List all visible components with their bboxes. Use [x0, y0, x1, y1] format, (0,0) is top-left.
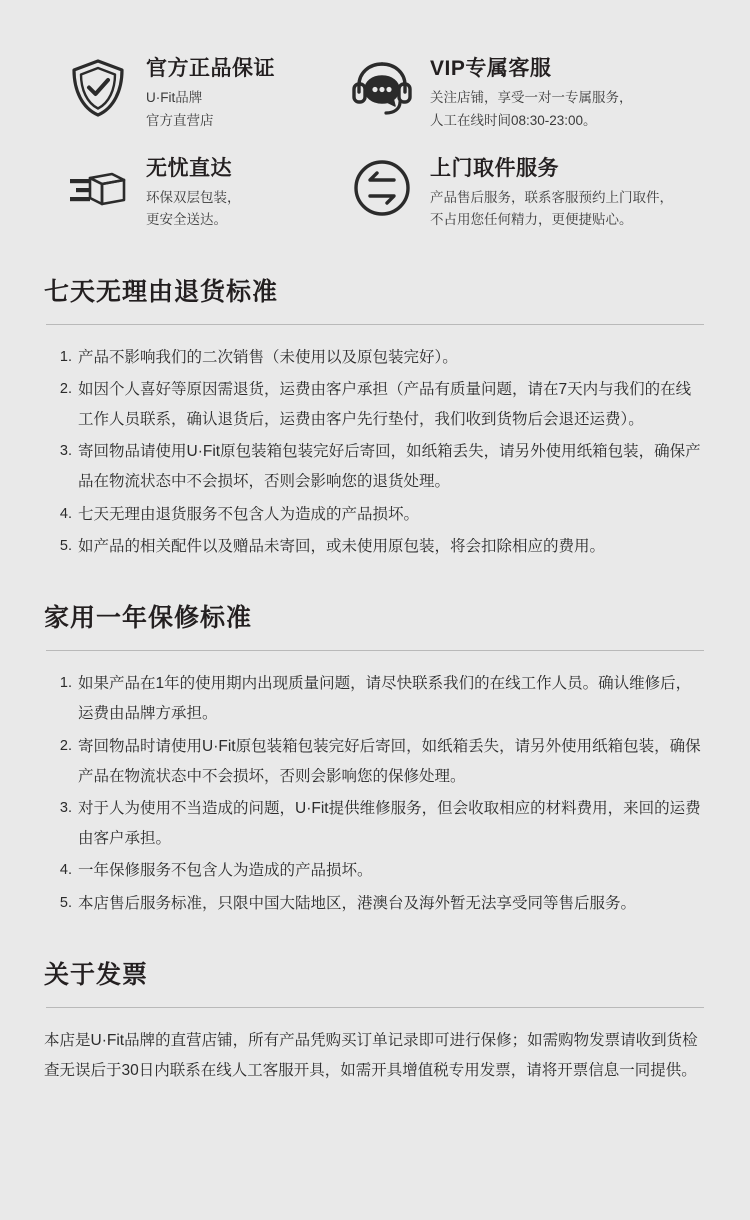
section-invoice [0, 955, 750, 1086]
list-item: 寄回物品请使用U·Fit原包装箱包装完好后寄回，如纸箱丢失，请另外使用纸箱包装，确保产品在物流状态中不会损坏，否则会影响您的退货处理。 [78, 443, 701, 491]
feature-desc-line: 人工在线时间08:30-23:00。 [430, 112, 597, 128]
list-item: 七天无理由退货服务不包含人为造成的产品损坏。 [78, 505, 420, 523]
list-item: 如果产品在1年的使用期内出现质量问题，请尽快联系我们的在线工作人员。确认维修后，运费由品牌方承担。 [78, 675, 692, 723]
top-spacer [0, 0, 750, 36]
section-title: 关于发票 [44, 960, 149, 989]
feature-desc-line: 产品售后服务，联系客服预约上门取件， [430, 190, 673, 206]
warranty-policy-list [44, 669, 706, 919]
headset-chat-icon [350, 56, 414, 120]
feature-desc-line: 环保双层包装， [146, 190, 241, 206]
feature-desc [146, 187, 241, 232]
feature-official-guarantee [40, 54, 350, 132]
section-seven-day-return [0, 272, 750, 563]
feature-desc [430, 187, 673, 232]
return-policy-list [44, 343, 706, 563]
list-item: 本店售后服务标准，只限中国大陆地区，港澳台及海外暂无法享受同等售后服务。 [78, 894, 637, 912]
feature-desc-line: 更安全送达。 [146, 212, 227, 228]
feature-desc-line: U·Fit品牌 [146, 90, 203, 106]
divider [46, 650, 704, 651]
feature-worry-free-delivery [40, 154, 350, 232]
feature-text [146, 54, 275, 132]
spacer [0, 921, 750, 955]
package-box-icon [66, 156, 130, 220]
list-item: 寄回物品时请使用U·Fit原包装箱包装完好后寄回，如纸箱丢失，请另外使用纸箱包装，确保产品在物流状态中不会损坏，否则会影响您的保修处理。 [78, 737, 701, 785]
divider [46, 324, 704, 325]
feature-desc [430, 87, 633, 132]
feature-desc-line: 官方直营店 [146, 112, 214, 128]
feature-badges [0, 36, 750, 232]
list-item: 如因个人喜好等原因需退货，运费由客户承担（产品有质量问题，请在7天内与我们的在线工作人员联系，确认退货后，运费由客户先行垫付，我们收到货物后会退还运费）。 [78, 380, 692, 428]
feature-text [146, 154, 241, 232]
feature-desc-line: 不占用您任何精力，更便捷贴心。 [430, 212, 633, 228]
exchange-arrows-icon [350, 156, 414, 220]
feature-text [430, 154, 673, 232]
list-item: 如产品的相关配件以及赠品未寄回，或未使用原包装，将会扣除相应的费用。 [78, 537, 606, 555]
feature-row-1 [40, 54, 710, 132]
section-title: 七天无理由退货标准 [44, 277, 279, 306]
spacer [0, 564, 750, 598]
divider [46, 1007, 704, 1008]
feature-title: 上门取件服务 [430, 156, 559, 180]
feature-pickup-service [350, 154, 710, 232]
section-title: 家用一年保修标准 [44, 604, 253, 633]
list-item: 一年保修服务不包含人为造成的产品损坏。 [78, 862, 373, 880]
feature-vip-service [350, 54, 710, 132]
section-one-year-warranty [0, 598, 750, 919]
feature-title: 官方正品保证 [146, 57, 275, 80]
feature-desc [146, 87, 275, 132]
feature-title: 无忧直达 [146, 156, 232, 180]
shield-check-icon [66, 56, 130, 120]
feature-desc-line: 关注店铺，享受一对一专属服务， [430, 90, 633, 106]
feature-text [430, 54, 633, 132]
invoice-paragraph: 本店是U·Fit品牌的直营店铺，所有产品凭购买订单记录即可进行保修；如需购物发票请收到货检查无误后于30日内联系在线人工客服开具，如需开具增值税专用发票，请将开票信息一同提供。 [44, 1031, 698, 1080]
feature-title: VIP专属客服 [430, 57, 552, 80]
list-item: 对于人为使用不当造成的问题，U·Fit提供维修服务，但会收取相应的材料费用，来回的运费由客户承担。 [78, 799, 701, 848]
spacer [0, 232, 750, 272]
feature-row-2 [40, 154, 710, 232]
list-item: 产品不影响我们的二次销售（未使用以及原包装完好）。 [78, 348, 458, 366]
